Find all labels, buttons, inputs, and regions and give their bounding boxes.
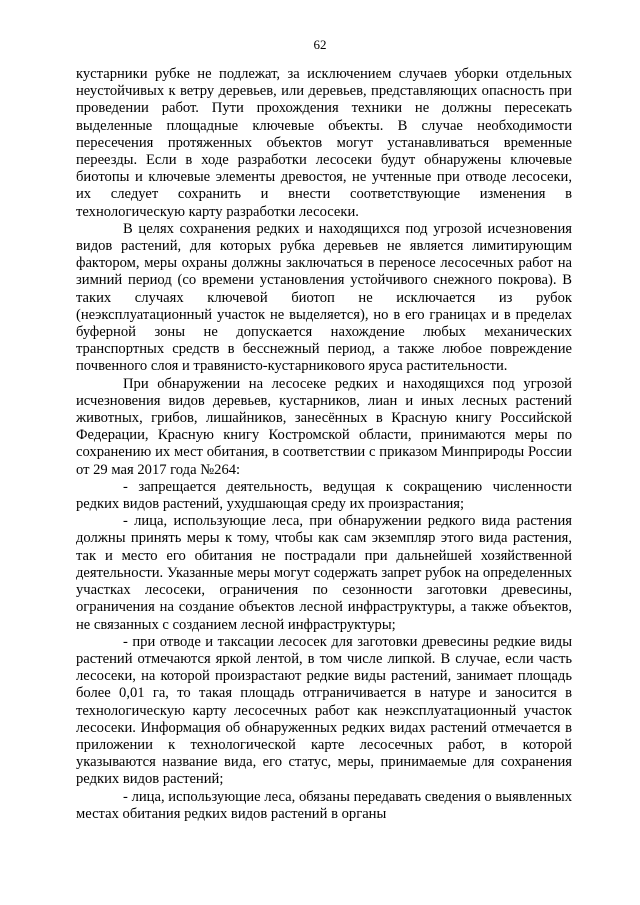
list-item-prohibition: - запрещается деятельность, ведущая к сокращению численности редких видов растений, ухудшающая среду их произрастания; xyxy=(76,478,572,513)
paragraph-red-book-measures: При обнаружении на лесосеке редких и находящихся под угрозой исчезновения видов деревьев, кустарников, лиан и иных лесных растений животных, грибов, лишайников, занесённых в Красную книгу Российской Федерации, Красную книгу Костромской области, принимаются меры по сохранению их мест обитания, в соответствии с приказом Минприроды России от 29 мая 2017 года №264: xyxy=(76,375,572,478)
paragraph-continuation: кустарники рубке не подлежат, за исключением случаев уборки отдельных неустойчивых к ветру деревьев, или деревьев, представляющих опасность при проведении работ. Пути прохождения техники не должны пересекать выделенные площадные ключевые объекты. В случае необходимости пересечения протяженных объектов могут устанавливаться временные переезды. Если в ходе разработки лесосеки будут обнаружены ключевые биотопы и ключевые элементы древостоя, не учтенные при отводе лесосеки, их следует сохранить и внести соответствующие изменения в технологическую карту разработки лесосеки. xyxy=(76,66,572,220)
list-item-user-obligations: - лица, использующие леса, при обнаружении редкого вида растения должны принять меры к тому, чтобы как сам экземпляр этого вида растения, так и место его обитания не пострадали при дальнейшей хозяйственной деятельности. Указанные меры могут содержать запрет рубок на определенных участках лесосеки, ограничения по сезонности заготовки древесины, ограничения на создание объектов лесной инфраструктуры, а также объектов, не связанных с созданием лесной инфраструктуры; xyxy=(76,513,572,633)
page-number: 62 xyxy=(313,37,327,52)
list-item-reporting: - лица, использующие леса, обязаны передавать сведения о выявленных местах обитания редких видов растений в органы xyxy=(76,788,572,822)
paragraph-rare-species-protection: В целях сохранения редких и находящихся под угрозой исчезновения видов растений, для которых рубка деревьев не является лимитирующим фактором, меры охраны должны заключаться в переносе лесосечных работ на зимний период (со времени установления устойчивого снежного покрова). В таких случаях ключевой биотоп не исключается из рубок (неэксплуатационный участок не выделяется), но в его границах и в пределах буферной зоны не допускается нахождение любых механических транспортных средств в бесснежный период, а также любое повреждение почвенного слоя и травянисто-кустарникового яруса растительности. xyxy=(76,220,572,375)
document-body xyxy=(76,66,572,823)
list-item-marking: - при отводе и таксации лесосек для заготовки древесины редкие виды растений отмечаются яркой лентой, в том числе липкой. В случае, если часть лесосеки, на которой произрастают редкие виды растений, занимает площадь более 0,01 га, то такая площадь отграничивается в натуре и заносится в технологическую карту лесосечных работ как неэксплуатационный участок лесосеки. Информация об обнаруженных редких видах растений отмечается в приложении к технологической карте лесосечных работ, в которой указываются название вида, его статус, меры, принимаемые для сохранения редких видов растений; xyxy=(76,633,572,788)
